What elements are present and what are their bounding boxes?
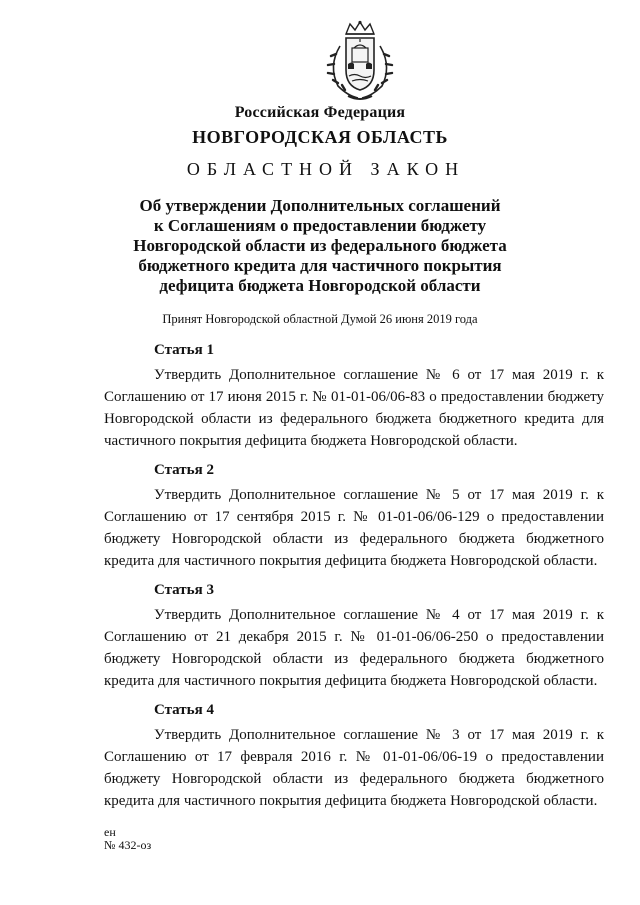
- article-2: [104, 461, 604, 572]
- article-3: [104, 581, 604, 692]
- coat-of-arms-icon: [324, 20, 396, 102]
- article-heading: Статья 2: [154, 462, 214, 478]
- footer-initials: ен: [104, 825, 116, 839]
- document-type: ОБЛАСТНОЙ ЗАКОН: [186, 159, 466, 179]
- article-text: Утвердить Дополнительное соглашение № 4 от 17 мая 2019 г. к Соглашению от 21 декабря 2015 г. № 01-01-06/06-250 о предоставлении бюджету Новгородской области из федерального бюджета бюджетного кредита для частичного покрытия дефицита бюджета Новгородской области.: [104, 607, 604, 689]
- region-name: НОВГОРОДСКАЯ ОБЛАСТЬ: [192, 127, 448, 147]
- law-title-line: к Соглашениям о предоставлении бюджету: [153, 216, 487, 235]
- article-heading: Статья 1: [154, 342, 214, 358]
- article-heading: Статья 3: [154, 582, 214, 598]
- law-title-line: Новгородской области из федерального бюджета: [133, 236, 507, 255]
- law-number: № 432-оз: [104, 838, 152, 852]
- article-text: Утвердить Дополнительное соглашение № 5 от 17 мая 2019 г. к Соглашению от 17 сентября 2015 г. № 01-01-06/06-129 о предоставлении бюджету Новгородской области из федерального бюджета бюджетного кредита для частичного покрытия дефицита бюджета Новгородской области.: [104, 487, 604, 569]
- article-text: Утвердить Дополнительное соглашение № 3 от 17 мая 2019 г. к Соглашению от 17 февраля 2016 г. № 01-01-06/06-19 о предоставлении бюджету Новгородской области из федерального бюджета бюджетного кредита для частичного покрытия дефицита бюджета Новгородской области.: [104, 727, 604, 809]
- country-name: Российская Федерация: [234, 104, 406, 121]
- document-footer: [104, 826, 151, 852]
- law-title: [100, 196, 540, 296]
- article-4: [104, 701, 604, 812]
- law-title-line: дефицита бюджета Новгородской области: [159, 276, 481, 295]
- article-heading: Статья 4: [154, 702, 214, 718]
- law-title-line: бюджетного кредита для частичного покрытия: [138, 256, 502, 275]
- law-title-line: Об утверждении Дополнительных соглашений: [139, 196, 501, 215]
- adoption-note: Принят Новгородской областной Думой 26 июня 2019 года: [162, 312, 478, 326]
- article-text: Утвердить Дополнительное соглашение № 6 от 17 мая 2019 г. к Соглашению от 17 июня 2015 г. № 01-01-06/06-83 о предоставлении бюджету Новгородской области из федерального бюджета бюджетного кредита для частичного покрытия дефицита бюджета Новгородской области.: [104, 367, 604, 449]
- article-1: [104, 341, 604, 452]
